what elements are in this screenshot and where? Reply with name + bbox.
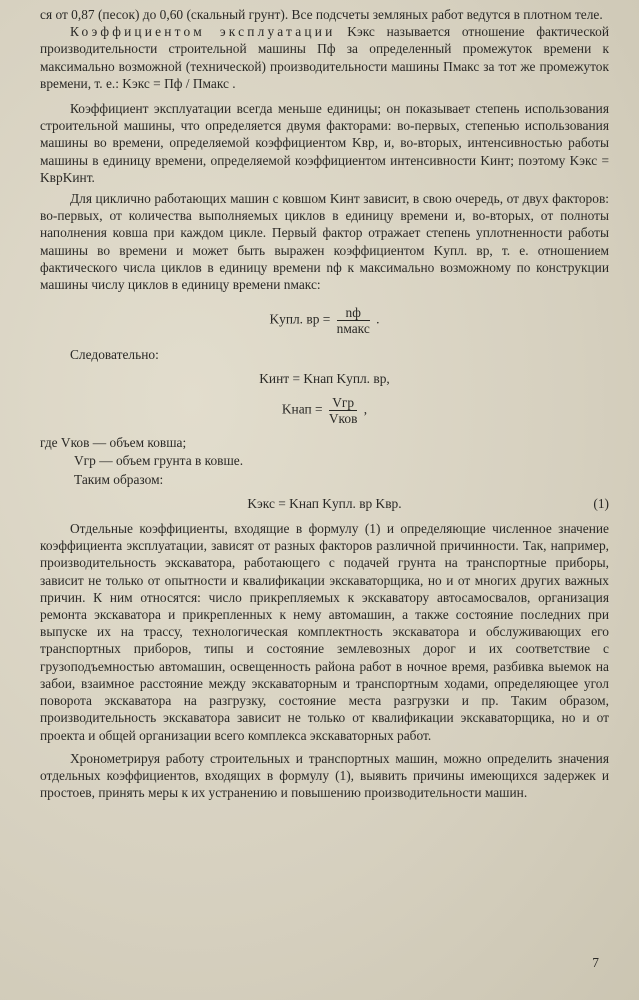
formula-k-upl [40,305,609,336]
paragraph-factors: Отдельные коэффициенты, входящие в формулу (1) и определяющие численное значение коэффициента эксплуатации, зависят от разных факторов различной причинности. Так, например, производительность экскаватора, работающего с подачей грунта на транспортные приборы, зависит не только от опытности и квалификации экскаваторщика, но и от многих других важных причин. К ним относятся: число прикрепляемых к экскаватору автосамосвалов, организация ремонта экскаватора и прикрепленных к нему автомашин, а также состояние последних при выпуске их на трассу, технологическая комплектность экскаватора и обслуживающих его транспортных приборов, типы и состояние землевозных дорог и их соответствие с грузоподъемностью автомашин, освещенность района работ в ночное время, разбивка выемок на забои, взаимное расстояние между экскаваторным и транспортным ходами, определяющее угол поворота экскаватора на разгрузку, состояние места разгрузки и пр. Таким образом, производительность экскаватора зависит не только от квалификации экскаваторщика, но и от проекта и общей организации всего комплекса экскаваторных работ. [40,521,609,743]
formula-left: Kнап = [281,402,323,418]
fraction-numerator: nф [337,305,370,321]
fraction-denominator: Vков [328,411,358,427]
definition-text: Kэкс называется отношение фактической производительности строительной машины Пф за определенный промежуток времени к максимально возможной (технической) производительности машины Пмакс за тот же промежуток времени, т. е.: Kэкс = Пф / Пмакс . [40,24,609,91]
following-label: Следовательно: [70,347,159,363]
emphasized-term: Коэффициентом эксплуатации [70,24,336,40]
paragraph-definition [40,23,609,92]
formula-text: Kэкс = Kнап Kупл. вр Kвр. [247,496,402,512]
formula-k-int [40,371,609,387]
formula-k-nap [40,395,609,426]
paragraph-continuation: ся от 0,87 (песок) до 0,60 (скальный грунт). Все подсчеты земляных работ ведутся в плотном теле. [40,7,603,22]
fraction-numerator: Vгр [329,395,358,411]
where-line-1: где Vков — объем ковша; [40,435,187,451]
where-line-2: Vгр — объем грунта в ковше. [74,452,244,468]
paragraph-coefficient: Коэффициент эксплуатации всегда меньше единицы; он показывает степень использования строительной машины, что определяется двумя факторами: во-первых, степенью использования машины во времени, определяемой коэффициентом Kвр, и, во-вторых, интенсивностью работы машины в единицу времени, определяемой коэффициентом интенсивности Kинт; поэтому Kэкс = KврKинт. [40,101,609,185]
fraction [337,305,370,336]
formula-k-eks [40,496,609,512]
fraction [329,395,358,426]
formula-tail: . [376,311,380,327]
page-number: 7 [592,955,599,970]
fraction-denominator: nмакс [336,321,370,337]
thus-label: Таким образом: [74,471,164,487]
paragraph-cyclic-machines: Для циклично работающих машин с ковшом Kинт зависит, в свою очередь, от двух факторов: во-первых, от количества выполняемых циклов в единицу времени и, во-вторых, от полноты наполнения ковша при каждом цикле. Первый фактор отражает степень уплотненности работы машины во времени и может быть выражен коэффициентом Kупл. вр, т. е. отношением фактического числа циклов в единицу времени nф к максимально возможному по конструкции машины числу циклов в единицу времени nмакс: [40,191,609,293]
formula-number: (1) [593,496,609,512]
formula-tail: , [363,402,368,418]
formula-text: Kинт = Kнап Kупл. вр, [259,371,390,387]
paragraph-timing: Хронометрируя работу строительных и транспортных машин, можно определить значения отдельных коэффициентов, входящих в формулу (1), выявить причины имеющихся задержек и простоев, принять меры к их устранению и повышению производительности машин. [40,750,609,801]
formula-left: Kупл. вр = [269,311,331,327]
